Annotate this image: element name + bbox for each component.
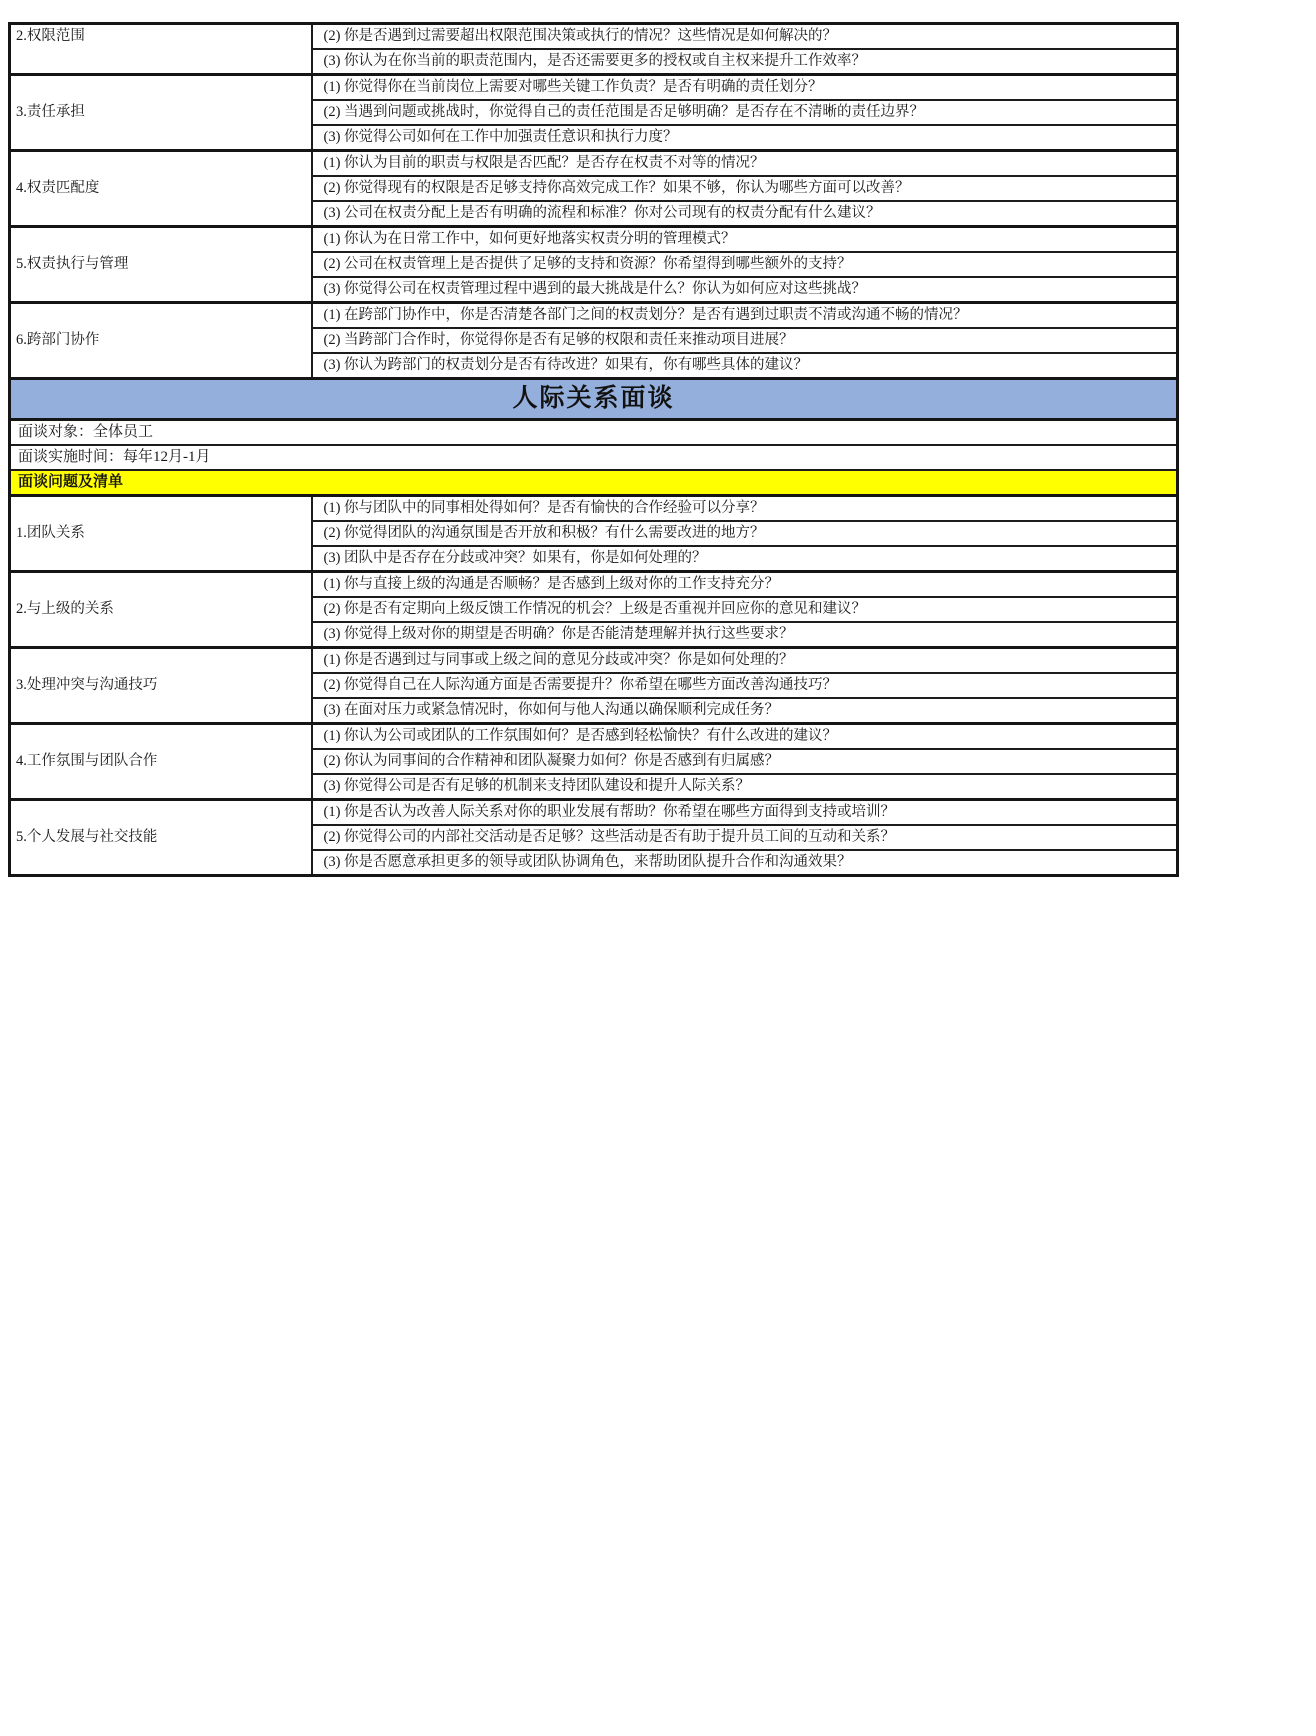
question-cell: (1) 在跨部门协作中，你是否清楚各部门之间的权责划分？是否有遇到过职责不清或沟通不畅的情况？ [312, 303, 1178, 329]
question-cell: (2) 你是否遇到过需要超出权限范围决策或执行的情况？这些情况是如何解决的？ [312, 24, 1178, 50]
section-title: 人际关系面谈 [10, 379, 1178, 420]
interview-target-row [10, 420, 1178, 446]
question-cell: (3) 公司在权责分配上是否有明确的流程和标准？你对公司现有的权责分配有什么建议？ [312, 201, 1178, 227]
question-cell: (3) 你觉得上级对你的期望是否明确？你是否能清楚理解并执行这些要求？ [312, 622, 1178, 648]
question-row [10, 75, 1178, 101]
question-cell: (1) 你与团队中的同事相处得如何？是否有愉快的合作经验可以分享？ [312, 496, 1178, 522]
question-cell: (3) 你认为跨部门的权责划分是否有待改进？如果有，你有哪些具体的建议？ [312, 353, 1178, 379]
question-cell: (2) 你是否有定期向上级反馈工作情况的机会？上级是否重视并回应你的意见和建议？ [312, 597, 1178, 622]
question-row [10, 24, 1178, 50]
question-cell: (3) 你觉得公司如何在工作中加强责任意识和执行力度？ [312, 125, 1178, 151]
question-cell: (1) 你觉得你在当前岗位上需要对哪些关键工作负责？是否有明确的责任划分？ [312, 75, 1178, 101]
interpersonal-sections [10, 496, 1178, 876]
category-cell: 2.与上级的关系 [10, 572, 312, 648]
category-cell: 5.个人发展与社交技能 [10, 800, 312, 876]
question-row [10, 648, 1178, 674]
question-row [10, 496, 1178, 522]
category-cell: 5.权责执行与管理 [10, 227, 312, 303]
question-cell: (2) 当跨部门合作时，你觉得你是否有足够的权限和责任来推动项目进展？ [312, 328, 1178, 353]
section-header-row [10, 379, 1178, 420]
interview-table [8, 22, 1179, 877]
question-row [10, 151, 1178, 177]
question-cell: (2) 你觉得现有的权限是否足够支持你高效完成工作？如果不够，你认为哪些方面可以改善？ [312, 176, 1178, 201]
question-row [10, 572, 1178, 598]
interpersonal-header-block [10, 379, 1178, 496]
checklist-label-row [10, 470, 1178, 496]
question-cell: (1) 你是否遇到过与同事或上级之间的意见分歧或冲突？你是如何处理的？ [312, 648, 1178, 674]
question-cell: (1) 你认为目前的职责与权限是否匹配？是否存在权责不对等的情况？ [312, 151, 1178, 177]
question-row [10, 800, 1178, 826]
question-cell: (2) 你觉得自己在人际沟通方面是否需要提升？你希望在哪些方面改善沟通技巧？ [312, 673, 1178, 698]
question-cell: (3) 你觉得公司在权责管理过程中遇到的最大挑战是什么？你认为如何应对这些挑战？ [312, 277, 1178, 303]
category-cell: 1.团队关系 [10, 496, 312, 572]
checklist-label-text: 面谈问题及清单 [10, 470, 1178, 496]
question-cell: (3) 你是否愿意承担更多的领导或团队协调角色，来帮助团队提升合作和沟通效果？ [312, 850, 1178, 876]
interview-schedule-text: 面谈实施时间：每年12月-1月 [10, 445, 1178, 470]
category-cell: 4.权责匹配度 [10, 151, 312, 227]
question-cell: (2) 你认为同事间的合作精神和团队凝聚力如何？你是否感到有归属感？ [312, 749, 1178, 774]
question-cell: (3) 你认为在你当前的职责范围内，是否还需要更多的授权或自主权来提升工作效率？ [312, 49, 1178, 75]
question-cell: (2) 公司在权责管理上是否提供了足够的支持和资源？你希望得到哪些额外的支持？ [312, 252, 1178, 277]
category-cell: 4.工作氛围与团队合作 [10, 724, 312, 800]
question-row [10, 303, 1178, 329]
question-cell: (2) 你觉得团队的沟通氛围是否开放和积极？有什么需要改进的地方？ [312, 521, 1178, 546]
question-cell: (1) 你认为在日常工作中，如何更好地落实权责分明的管理模式？ [312, 227, 1178, 253]
question-cell: (2) 你觉得公司的内部社交活动是否足够？这些活动是否有助于提升员工间的互动和关系？ [312, 825, 1178, 850]
authority-responsibility-sections [10, 24, 1178, 379]
question-cell: (1) 你认为公司或团队的工作氛围如何？是否感到轻松愉快？有什么改进的建议？ [312, 724, 1178, 750]
question-cell: (2) 当遇到问题或挑战时，你觉得自己的责任范围是否足够明确？是否存在不清晰的责任边界？ [312, 100, 1178, 125]
interview-schedule-row [10, 445, 1178, 470]
question-row [10, 227, 1178, 253]
category-cell: 6.跨部门协作 [10, 303, 312, 379]
question-cell: (3) 在面对压力或紧急情况时，你如何与他人沟通以确保顺利完成任务？ [312, 698, 1178, 724]
interview-target-text: 面谈对象：全体员工 [10, 420, 1178, 446]
category-cell: 3.责任承担 [10, 75, 312, 151]
question-cell: (3) 你觉得公司是否有足够的机制来支持团队建设和提升人际关系？ [312, 774, 1178, 800]
question-cell: (1) 你是否认为改善人际关系对你的职业发展有帮助？你希望在哪些方面得到支持或培训？ [312, 800, 1178, 826]
question-cell: (1) 你与直接上级的沟通是否顺畅？是否感到上级对你的工作支持充分？ [312, 572, 1178, 598]
question-cell: (3) 团队中是否存在分歧或冲突？如果有，你是如何处理的？ [312, 546, 1178, 572]
category-cell: 3.处理冲突与沟通技巧 [10, 648, 312, 724]
question-row [10, 724, 1178, 750]
category-cell: 2.权限范围 [10, 24, 312, 75]
